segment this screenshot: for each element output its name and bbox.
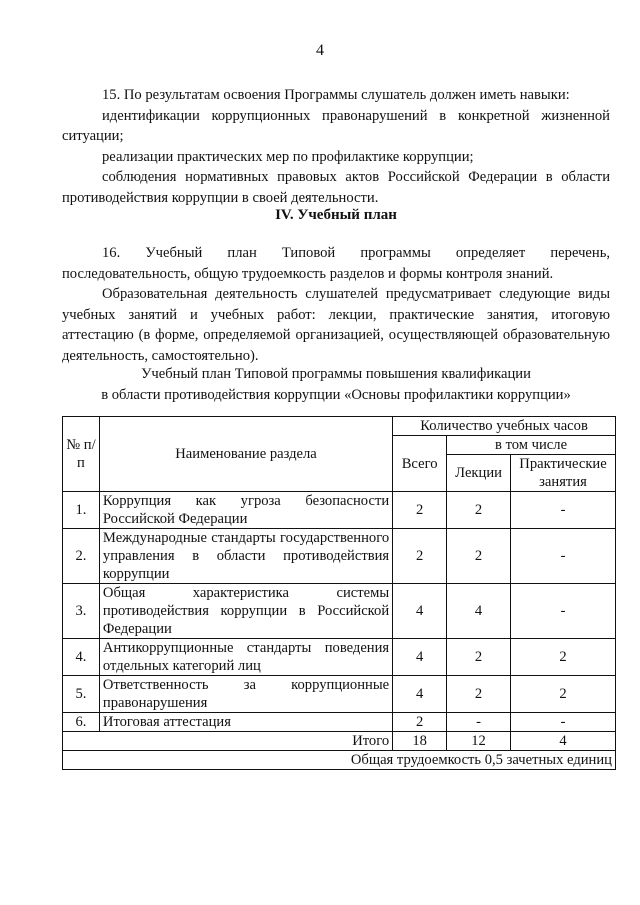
table-title-line1: Учебный план Типовой программы повышения квалификации xyxy=(141,366,531,382)
row-lectures: 4 xyxy=(447,584,511,639)
row-lectures: - xyxy=(447,713,511,732)
row-lectures: 2 xyxy=(447,676,511,713)
table-row xyxy=(63,639,616,676)
table-row xyxy=(63,713,616,732)
row-num: 1. xyxy=(63,492,100,529)
table-row xyxy=(63,529,616,584)
row-practical: - xyxy=(511,529,616,584)
row-practical: - xyxy=(511,492,616,529)
curriculum-table xyxy=(62,416,616,770)
row-num: 4. xyxy=(63,639,100,676)
header-hours: Количество учебных часов xyxy=(393,417,616,436)
total-lectures: 12 xyxy=(447,732,511,751)
row-practical: - xyxy=(511,584,616,639)
header-num: № п/п xyxy=(63,417,100,492)
skills-intro: 15. По результатам освоения Программы слушатель должен иметь навыки: xyxy=(102,87,570,103)
row-name: Ответственность за коррупционные правонарушения xyxy=(99,676,392,713)
row-total: 4 xyxy=(393,639,447,676)
total-hours: 18 xyxy=(393,732,447,751)
skills-section xyxy=(62,85,610,208)
row-num: 3. xyxy=(63,584,100,639)
total-label: Итого xyxy=(63,732,393,751)
row-total: 2 xyxy=(393,492,447,529)
page-number: 4 xyxy=(316,42,324,59)
row-name: Итоговая аттестация xyxy=(99,713,392,732)
header-practical: Практические занятия xyxy=(511,455,616,492)
total-row xyxy=(63,732,616,751)
table-title xyxy=(62,364,610,405)
row-name: Антикоррупционные стандарты поведения отдельных категорий лиц xyxy=(99,639,392,676)
row-name: Международные стандарты государственного управления в области противодействия коррупции xyxy=(99,529,392,584)
table-row xyxy=(63,676,616,713)
row-total: 2 xyxy=(393,713,447,732)
row-practical: - xyxy=(511,713,616,732)
row-num: 6. xyxy=(63,713,100,732)
header-total: Всего xyxy=(393,436,447,492)
row-num: 5. xyxy=(63,676,100,713)
row-practical: 2 xyxy=(511,676,616,713)
section-heading: IV. Учебный план xyxy=(275,207,397,223)
skill-item: идентификации коррупционных правонарушений в конкретной жизненной ситуации; xyxy=(62,107,610,144)
skill-item: соблюдения нормативных правовых актов Российской Федерации в области противодействия коррупции в своей деятельности. xyxy=(62,169,610,206)
row-name: Коррупция как угроза безопасности Российской Федерации xyxy=(99,492,392,529)
row-total: 4 xyxy=(393,584,447,639)
row-practical: 2 xyxy=(511,639,616,676)
header-name: Наименование раздела xyxy=(99,417,392,492)
header-lectures: Лекции xyxy=(447,455,511,492)
skill-item: реализации практических мер по профилактике коррупции; xyxy=(102,148,474,165)
row-lectures: 2 xyxy=(447,529,511,584)
row-total: 2 xyxy=(393,529,447,584)
total-workload: Общая трудоемкость 0,5 зачетных единиц xyxy=(63,751,616,770)
footer-row xyxy=(63,751,616,770)
row-lectures: 2 xyxy=(447,639,511,676)
row-total: 4 xyxy=(393,676,447,713)
row-num: 2. xyxy=(63,529,100,584)
header-including: в том числе xyxy=(447,436,616,455)
table-title-line2: в области противодействия коррупции «Основы профилактики коррупции» xyxy=(101,386,571,403)
paragraph-activity: Образовательная деятельность слушателей предусматривает следующие виды учебных занятий и учебных работ: лекции, практические занятия, итоговую аттестацию (в форме, определяемой организацией, осуществляющей образовательную деятельность, самостоятельно). xyxy=(62,286,610,364)
row-lectures: 2 xyxy=(447,492,511,529)
plan-description xyxy=(62,243,610,366)
row-name: Общая характеристика системы противодействия коррупции в Российской Федерации xyxy=(99,584,392,639)
paragraph-16: 16. Учебный план Типовой программы определяет перечень, последовательность, общую трудоемкость разделов и формы контроля знаний. xyxy=(62,245,610,282)
table-row xyxy=(63,492,616,529)
table-row xyxy=(63,584,616,639)
total-practical: 4 xyxy=(511,732,616,751)
